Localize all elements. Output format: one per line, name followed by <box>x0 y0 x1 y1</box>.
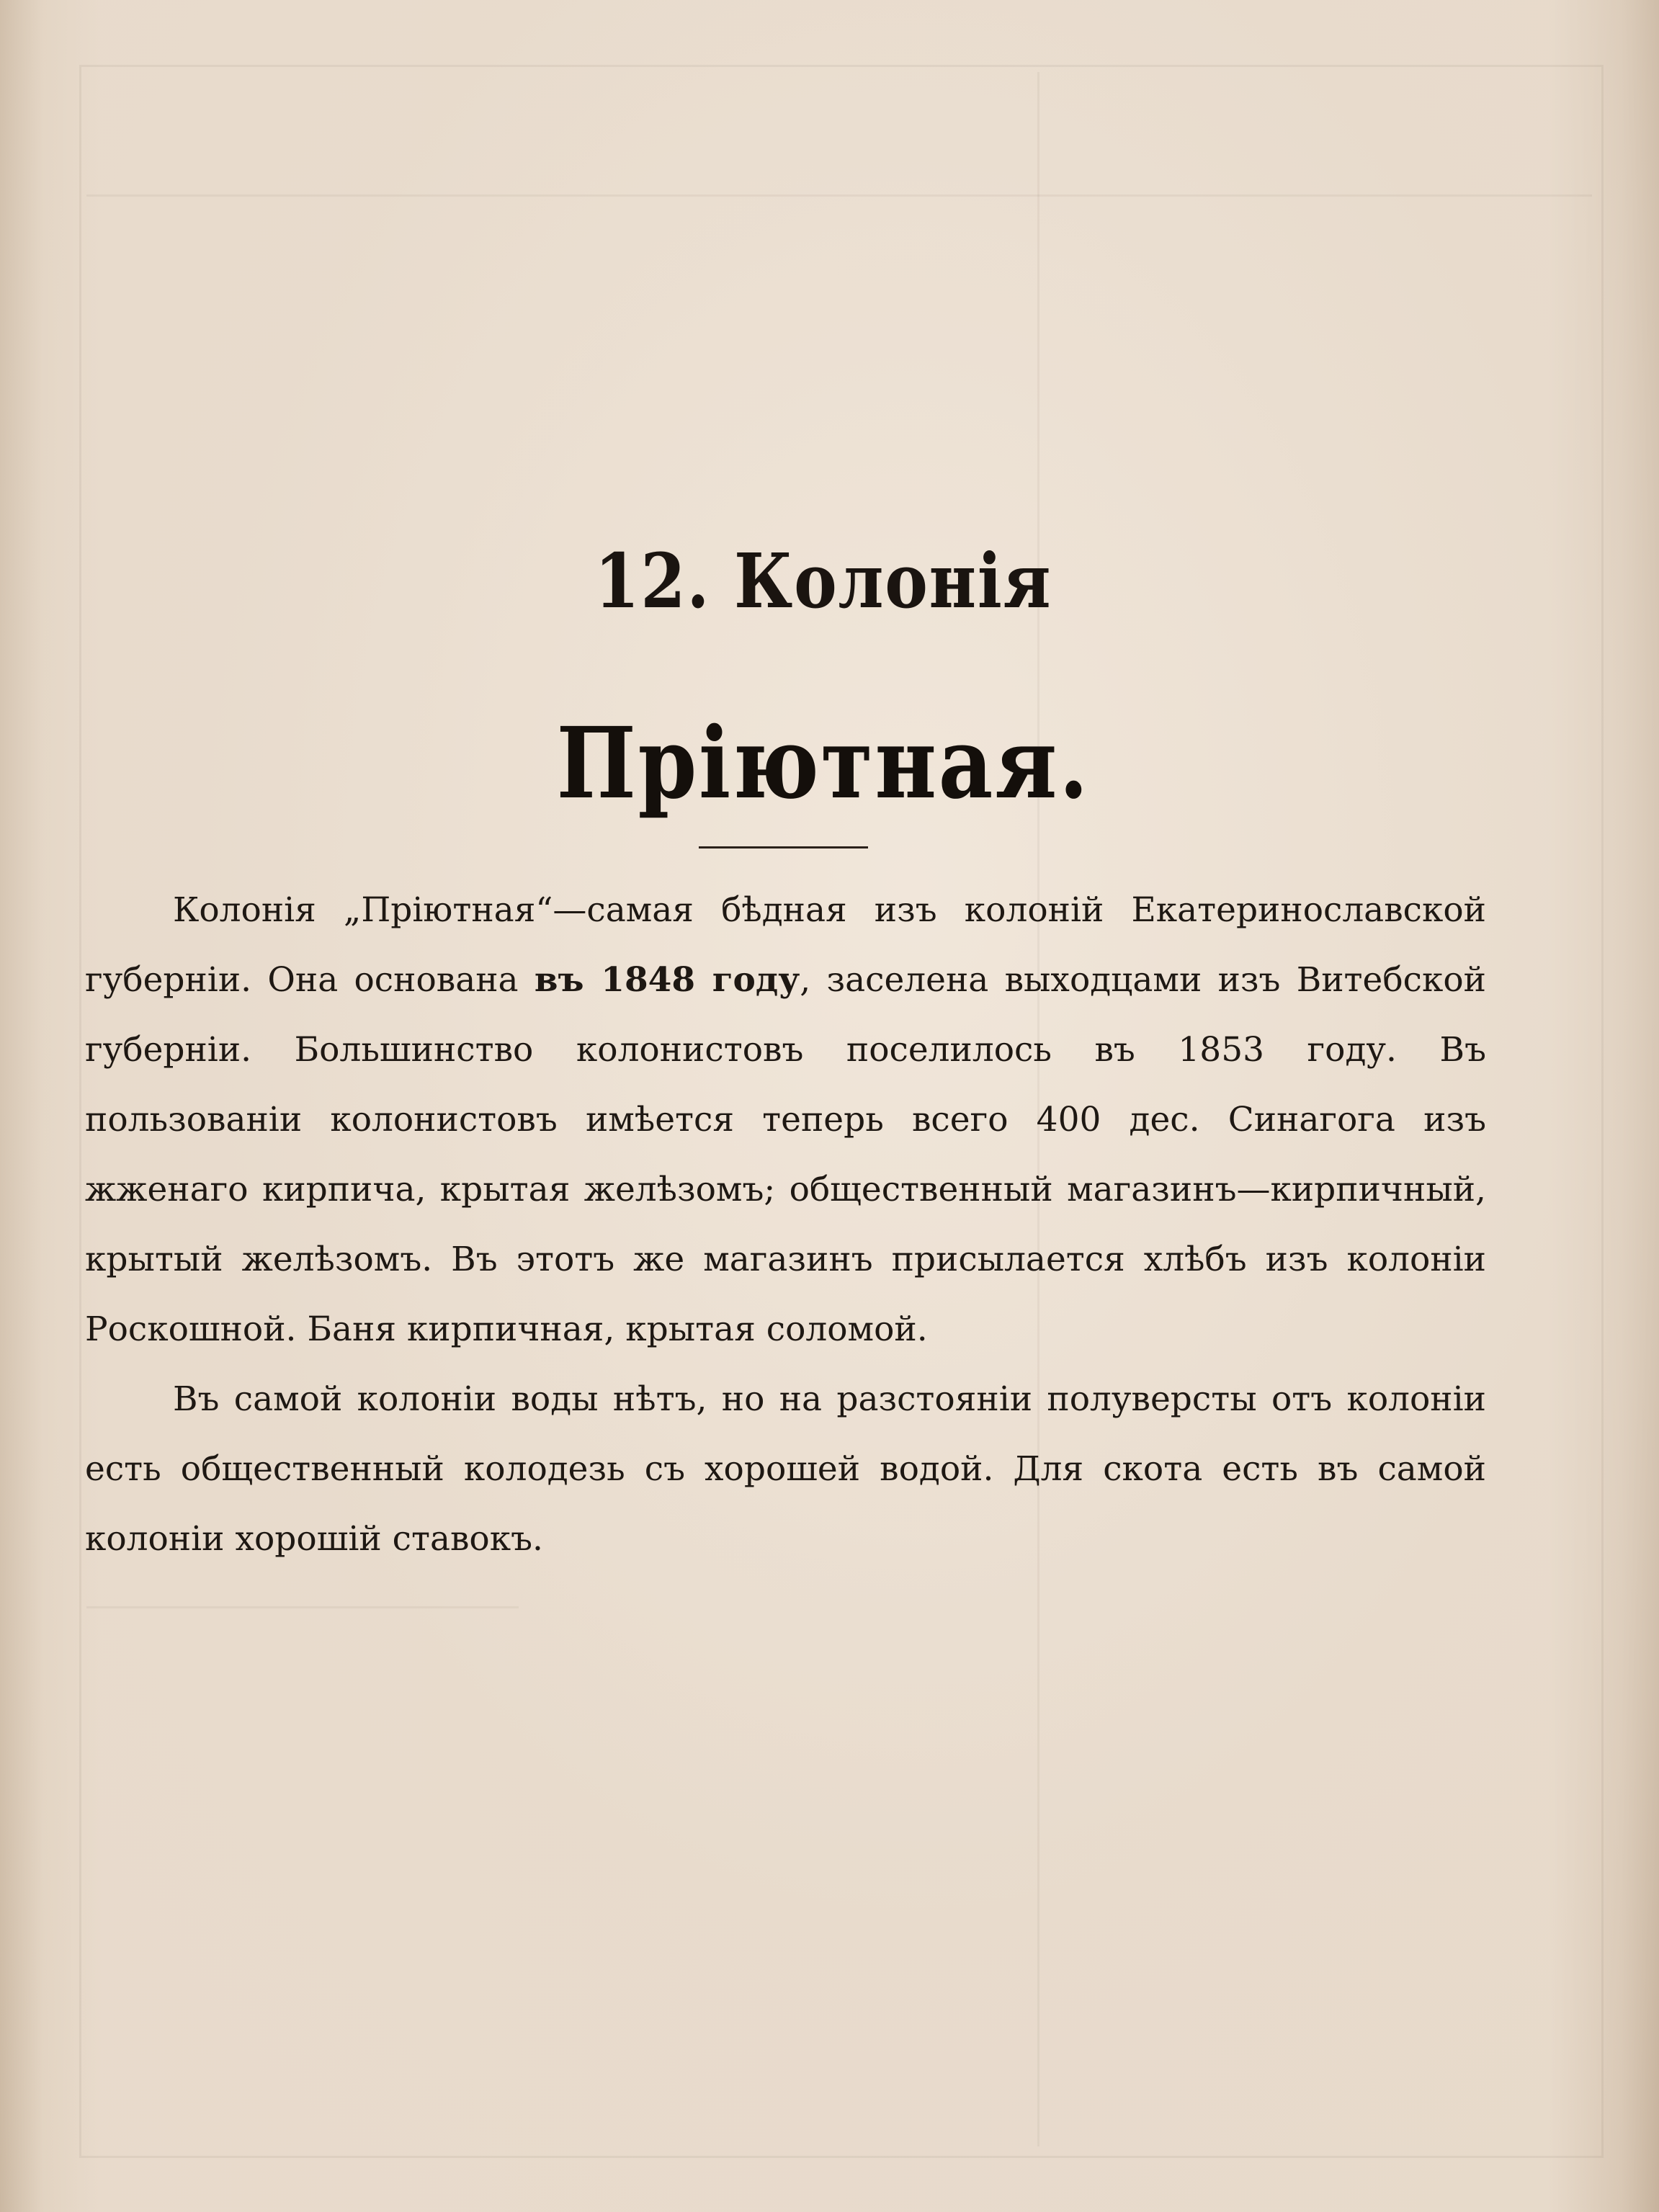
colony-name-title: Пріютная. <box>556 706 1091 821</box>
show-through-line <box>86 194 1592 197</box>
founding-year-emphasis: въ 1848 году <box>534 960 800 1000</box>
paragraph-history <box>85 875 1486 1364</box>
article-body <box>85 875 1486 1574</box>
chapter-number-title: 12. Колонія <box>594 537 1052 625</box>
title-divider <box>699 846 868 848</box>
paragraph-text: , заселена выходцами изъ Витебской губерніи. Большинство колонистовъ поселилось въ 1853 году. Въ пользованіи колонистовъ имѣется теперь всего 400 дес. Синагога изъ жженаго кирпича, крытая желѣзомъ; общественный магазинъ—кирпичный, крытый желѣзомъ. Въ этотъ же магазинъ присылается хлѣбъ изъ колоніи Роскошной. Баня кирпичная, крытая соломой. <box>85 960 1486 1349</box>
show-through-line <box>86 1606 519 1608</box>
paragraph-text: Колонія „Пріютная“—самая бѣдная изъ колоній Екатеринославской губерніи. Она основана <box>85 890 1486 1000</box>
paragraph-water: Въ самой колоніи воды нѣтъ, но на разстояніи полуверсты отъ колоніи есть общественный колодезь съ хорошей водой. Для скота есть въ самой колоніи хорошій ставокъ. <box>85 1379 1486 1559</box>
